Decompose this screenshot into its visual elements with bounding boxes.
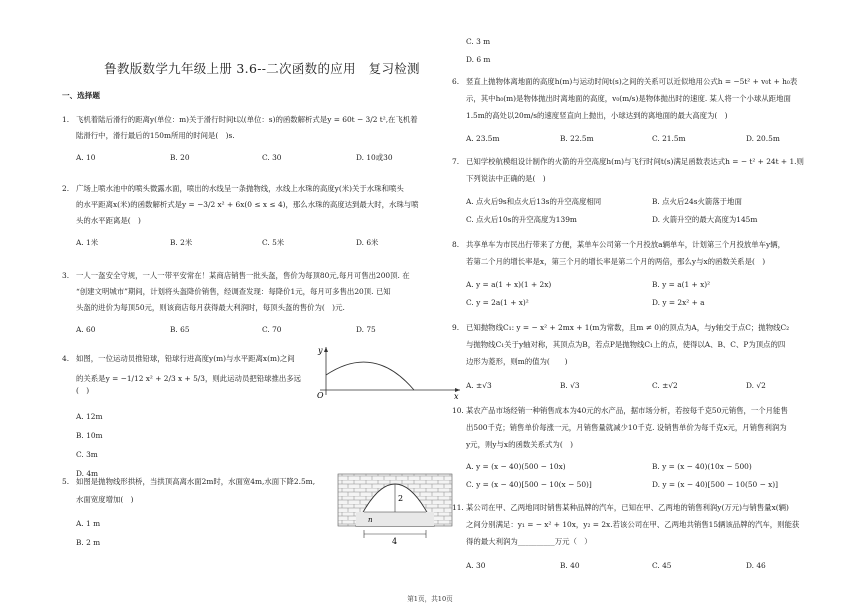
question-text: 一人一盔安全守规，一人一带平安常在！某商店销售一批头盔，售价为每顶80元,每月可售出200顶. 在 “创建文明城市”期间，计划将头盔降价销售，经调查发现：每降价1元，每月可多售出20顶. 已知 头盔的进价为每顶50元，则该商店每月获得最大利润时，每顶头盔的售价为( )元. [76,271,410,312]
option-b[interactable]: B. 10m [76,431,103,440]
option-c[interactable]: C. 30 [262,153,282,162]
option-a[interactable]: A. 23.5m [466,134,500,143]
option-d[interactable]: D. 46 [746,561,766,570]
question-number: 4. [62,354,70,363]
option-d[interactable]: D. 4m [76,469,99,478]
question-text: 某农产品市场经销一种销售成本为40元的水产品，据市场分析，若按每千克50元销售，一个月能售 出500千克；销售单价每涨一元，月销售量就减少10千克. 设销售单价为每千克x元，月销售利润为 y元，则y与x的函数关系式为( ) [466,406,788,449]
option-a[interactable]: A. y = a(1 + x)(1 + 2x) [466,280,552,289]
option-b[interactable]: B. y = a(1 + x)² [652,280,711,289]
question-4 [62,346,462,480]
option-d[interactable]: D. 75 [356,325,376,334]
options-row-1 [466,279,852,291]
option-c[interactable]: C. 3m [76,450,98,459]
section-heading: 一、选择题 [62,91,100,100]
option-a[interactable]: A. ±√3 [466,381,492,390]
option-b[interactable]: B. 2 m [76,538,101,547]
option-a[interactable]: A. 60 [76,325,96,334]
options [466,133,852,145]
question-number: 3. [62,271,70,280]
arch-bridge-figure [336,472,454,546]
question-3 [62,270,462,336]
option-d[interactable]: D. 火箭升空的最大高度为145m [652,215,758,224]
options [62,411,462,480]
option-b[interactable]: B. 点火后24s火箭落于地面 [652,197,742,206]
x-axis-label: x [454,392,459,399]
option-b[interactable]: B. √3 [560,381,580,390]
question-7 [452,156,852,226]
page-footer: 第1页，共10页 [407,595,453,603]
option-d[interactable]: D. y = 2x² + a [652,298,705,307]
option-b[interactable]: B. 40 [560,561,580,570]
y-axis-arrow-icon [324,347,328,352]
options [76,324,462,336]
question-number: 2. [62,184,70,193]
question-text: 某公司在甲、乙两地同时销售某种品牌的汽车，已知在甲、乙两地的销售利润y(万元)与销售量x(辆) 之间分别满足：y₁ = − x² + 10x，y₂ = 2x.若该公司在甲、乙两地共销售15辆该品牌的汽车，则能获 得的最大利润为__________万元（ ） [466,503,800,546]
question-2 [62,183,462,249]
option-b[interactable]: B. y = (x − 40)(10x − 500) [652,462,752,471]
options-row-2 [466,297,852,309]
options-row-2 [466,214,852,226]
option-b[interactable]: B. 22.5m [560,134,594,143]
options-row-2 [466,479,852,491]
width-label: 4 [392,537,398,546]
option-a[interactable]: A. 30 [466,561,486,570]
option-d[interactable]: D. 20.5m [746,134,780,143]
option-c[interactable]: C. 21.5m [652,134,686,143]
question-text: 竖直上抛物体离地面的高度h(m)与运动时间t(s)之间的关系可以近似地用公式h = −5t² + v₀t + h₀表 示，其中h₀(m)是物体抛出时离地面的高度，v₀(m/s)是物体抛出时的速度. 某人将一个小球从距地面 1.5m的高处以20m/s的速度竖直向上抛出，小球达到的离地面的最大高度为( ) [466,77,798,120]
options [76,237,462,249]
question-number: 7. [452,157,460,166]
question-11 [452,502,852,572]
options [76,152,462,164]
question-number: 6. [452,77,460,86]
question-text: 已知抛物线C₁: y = − x² + 2mx + 1(m为常数，且m ≠ 0)的顶点为A，与y轴交于点C；抛物线C₂ 与抛物线C₁关于y轴对称，其顶点为B，若点P是抛物线C₁上的点，使得以A、B、C、P为顶点的四 边形为菱形，则m的值为( ) [466,323,790,366]
option-c[interactable]: C. ±√2 [652,381,678,390]
question-text: 广场上喷水池中的喷头微露水面，喷出的水线呈一条抛物线，水线上水珠的高度y(米)关于水珠和喷头 的水平距离x(米)的函数解析式是y = −3/2 x² + 6x(0 ≤ x ≤ 4)，那么水珠的高度达到最大时，水珠与喷 头的水平距离是( ) [76,184,419,225]
page-title: 鲁教版数学九年级上册 3.6--二次函数的应用 复习检测 [104,61,420,76]
option-c[interactable]: C. 3 m [466,37,491,46]
options [466,380,852,392]
question-10 [452,405,852,491]
option-a[interactable]: A. 1 m [76,519,101,528]
option-c[interactable]: C. 点火后10s的升空高度为139m [466,215,577,224]
options-row-1 [466,461,852,473]
option-d[interactable]: D. 6米 [356,238,379,247]
question-number: 11. [452,503,464,512]
question-text: 共享单车为市民出行带来了方便，某单车公司第一个月投放a辆单车，计划第三个月投放单车y辆， 若第二个月的增长率是x，第三个月的增长率是第二个月的两倍，那么y与x的函数关系是( ) [466,240,785,266]
question-number: 9. [452,323,460,332]
question-9 [452,322,852,392]
option-c[interactable]: C. 45 [652,561,672,570]
question-text: 如图是抛物线形拱桥，当拱顶高离水面2m时，水面宽4m,水面下降2.5m, 水面宽度增加( ) [76,477,316,504]
question-text: 如图，一位运动员推铅球，铅球行进高度y(m)与水平距离x(m)之间 的关系是y = −1/12 x² + 2/3 x + 5/3，则此运动员把铅球推出多远( ) [76,354,302,395]
option-a[interactable]: A. 1米 [76,238,99,247]
option-b[interactable]: B. 65 [170,325,190,334]
origin-label: O [317,391,324,399]
question-8 [452,239,852,309]
option-a[interactable]: A. y = (x − 40)(500 − 10x) [466,462,566,471]
question-5 [62,476,462,549]
question-number: 5. [62,477,70,486]
option-a[interactable]: A. 点火后9s和点火后13s的升空高度相同 [466,197,602,206]
question-text: 已知学校航模组设计制作的火箭的升空高度h(m)与飞行时间t(s)满足函数表达式h = − t² + 24t + 1.则 下列说法中正确的是( ) [466,157,804,183]
option-c[interactable]: C. 5米 [262,238,285,247]
option-c[interactable]: C. y = (x − 40)[500 − 10(x − 50)] [466,480,592,489]
n-label: n [368,516,373,524]
option-d[interactable]: D. 6 m [466,55,491,64]
option-b[interactable]: B. 20 [170,153,190,162]
trajectory-curve [326,362,414,390]
question-6 [452,76,852,145]
option-c[interactable]: C. 70 [262,325,282,334]
option-c[interactable]: C. y = 2a(1 + x)² [466,298,529,307]
option-d[interactable]: D. √2 [746,381,766,390]
option-d[interactable]: D. y = (x − 40)[500 − 10(50 − x)] [652,480,779,489]
y-axis-label: y [318,346,323,355]
options [466,560,852,572]
question-number: 1. [62,115,70,124]
question-1 [62,114,462,164]
question-number: 10. [452,406,464,415]
options-row-1 [466,196,852,208]
shot-put-graph [314,345,464,399]
option-a[interactable]: A. 10 [76,153,96,162]
question-text: 飞机着陆后滑行的距离y(单位：m)关于滑行时间t以(单位：s)的函数解析式是y = 60t − 3/2 t²,在飞机着 陆滑行中，滑行最后的150m所用的时间是( )s. [76,115,418,140]
option-d[interactable]: D. 10或30 [356,153,393,162]
question-5-continued [452,36,852,66]
height-label: 2 [398,494,404,503]
option-b[interactable]: B. 2米 [170,238,193,247]
option-a[interactable]: A. 12m [76,412,103,421]
question-number: 8. [452,240,460,249]
